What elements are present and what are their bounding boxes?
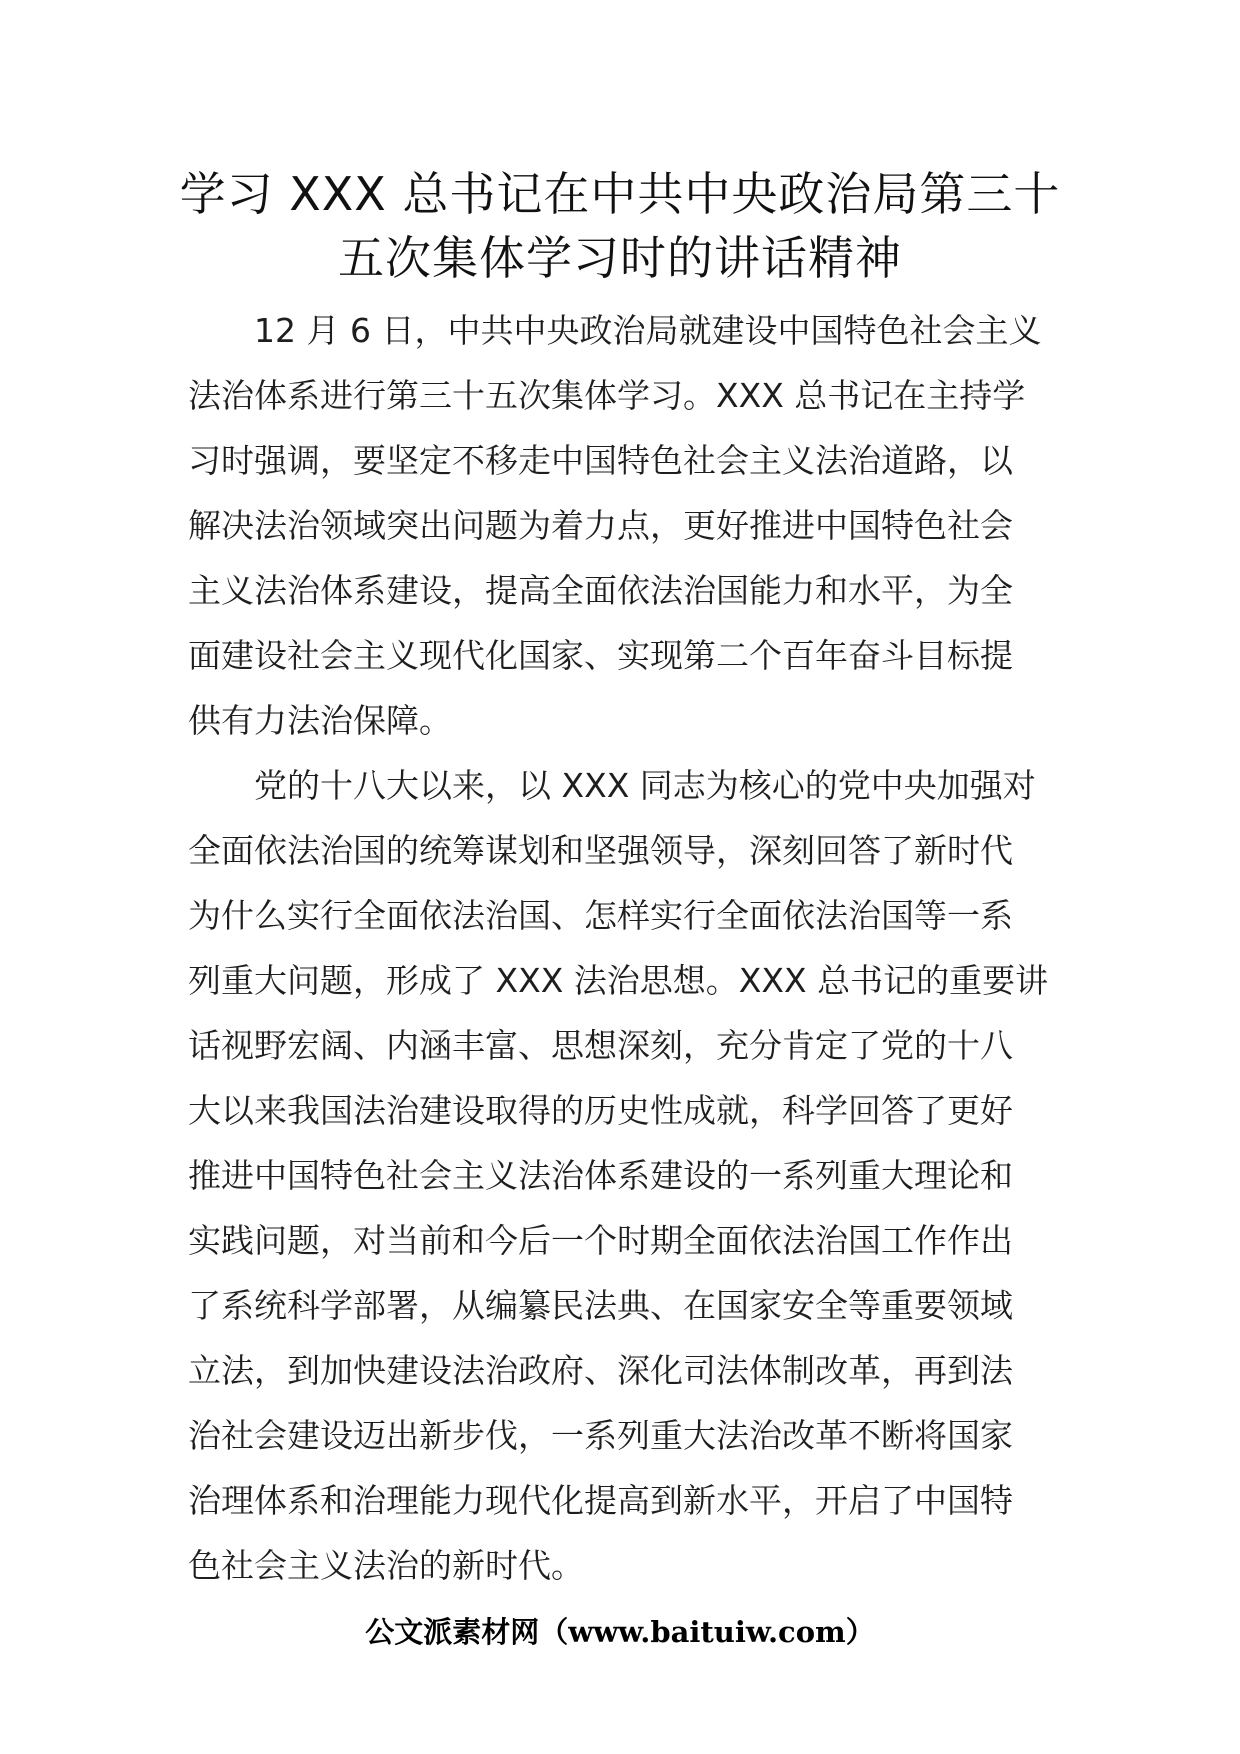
paragraph-1 bbox=[188, 298, 1058, 753]
footer-watermark: 公文派素材网（www.baituiw.com） bbox=[365, 1615, 875, 1649]
paragraph-2 bbox=[188, 753, 1058, 1598]
document-body bbox=[188, 298, 1058, 1598]
paragraph-line: 12 月 6 日，中共中央政治局就建设中国特色社会主义 bbox=[254, 311, 1042, 350]
paragraph-line: 大以来我国法治建设取得的历史性成就，科学回答了更好 bbox=[188, 1091, 1013, 1130]
paragraph-line: 法治体系进行第三十五次集体学习。XXX 总书记在主持学 bbox=[188, 376, 1026, 415]
paragraph-line: 党的十八大以来，以 XXX 同志为核心的党中央加强对 bbox=[254, 766, 1036, 805]
paragraph-line: 推进中国特色社会主义法治体系建设的一系列重大理论和 bbox=[188, 1156, 1013, 1195]
paragraph-line: 治社会建设迈出新步伐，一系列重大法治改革不断将国家 bbox=[188, 1416, 1013, 1455]
title-line-1: 学习 XXX 总书记在中共中央政治局第三十 bbox=[179, 167, 1061, 221]
paragraph-line: 解决法治领域突出问题为着力点，更好推进中国特色社会 bbox=[188, 506, 1013, 545]
title-line-2: 五次集体学习时的讲话精神 bbox=[338, 231, 902, 285]
paragraph-line: 为什么实行全面依法治国、怎样实行全面依法治国等一系 bbox=[188, 896, 1013, 935]
paragraph-line: 话视野宏阔、内涵丰富、思想深刻，充分肯定了党的十八 bbox=[188, 1026, 1013, 1065]
paragraph-line: 治理体系和治理能力现代化提高到新水平，开启了中国特 bbox=[188, 1481, 1013, 1520]
document-title bbox=[150, 162, 1090, 290]
paragraph-line: 全面依法治国的统筹谋划和坚强领导，深刻回答了新时代 bbox=[188, 831, 1013, 870]
paragraph-line: 供有力法治保障。 bbox=[188, 701, 452, 740]
paragraph-line: 习时强调，要坚定不移走中国特色社会主义法治道路，以 bbox=[188, 441, 1013, 480]
paragraph-line: 实践问题，对当前和今后一个时期全面依法治国工作作出 bbox=[188, 1221, 1013, 1260]
paragraph-line: 主义法治体系建设，提高全面依法治国能力和水平，为全 bbox=[188, 571, 1013, 610]
paragraph-line: 立法，到加快建设法治政府、深化司法体制改革，再到法 bbox=[188, 1351, 1013, 1390]
paragraph-line: 了系统科学部署，从编纂民法典、在国家安全等重要领域 bbox=[188, 1286, 1013, 1325]
paragraph-line: 面建设社会主义现代化国家、实现第二个百年奋斗目标提 bbox=[188, 636, 1013, 675]
paragraph-line: 列重大问题，形成了 XXX 法治思想。XXX 总书记的重要讲 bbox=[188, 961, 1049, 1000]
paragraph-line: 色社会主义法治的新时代。 bbox=[188, 1546, 584, 1585]
